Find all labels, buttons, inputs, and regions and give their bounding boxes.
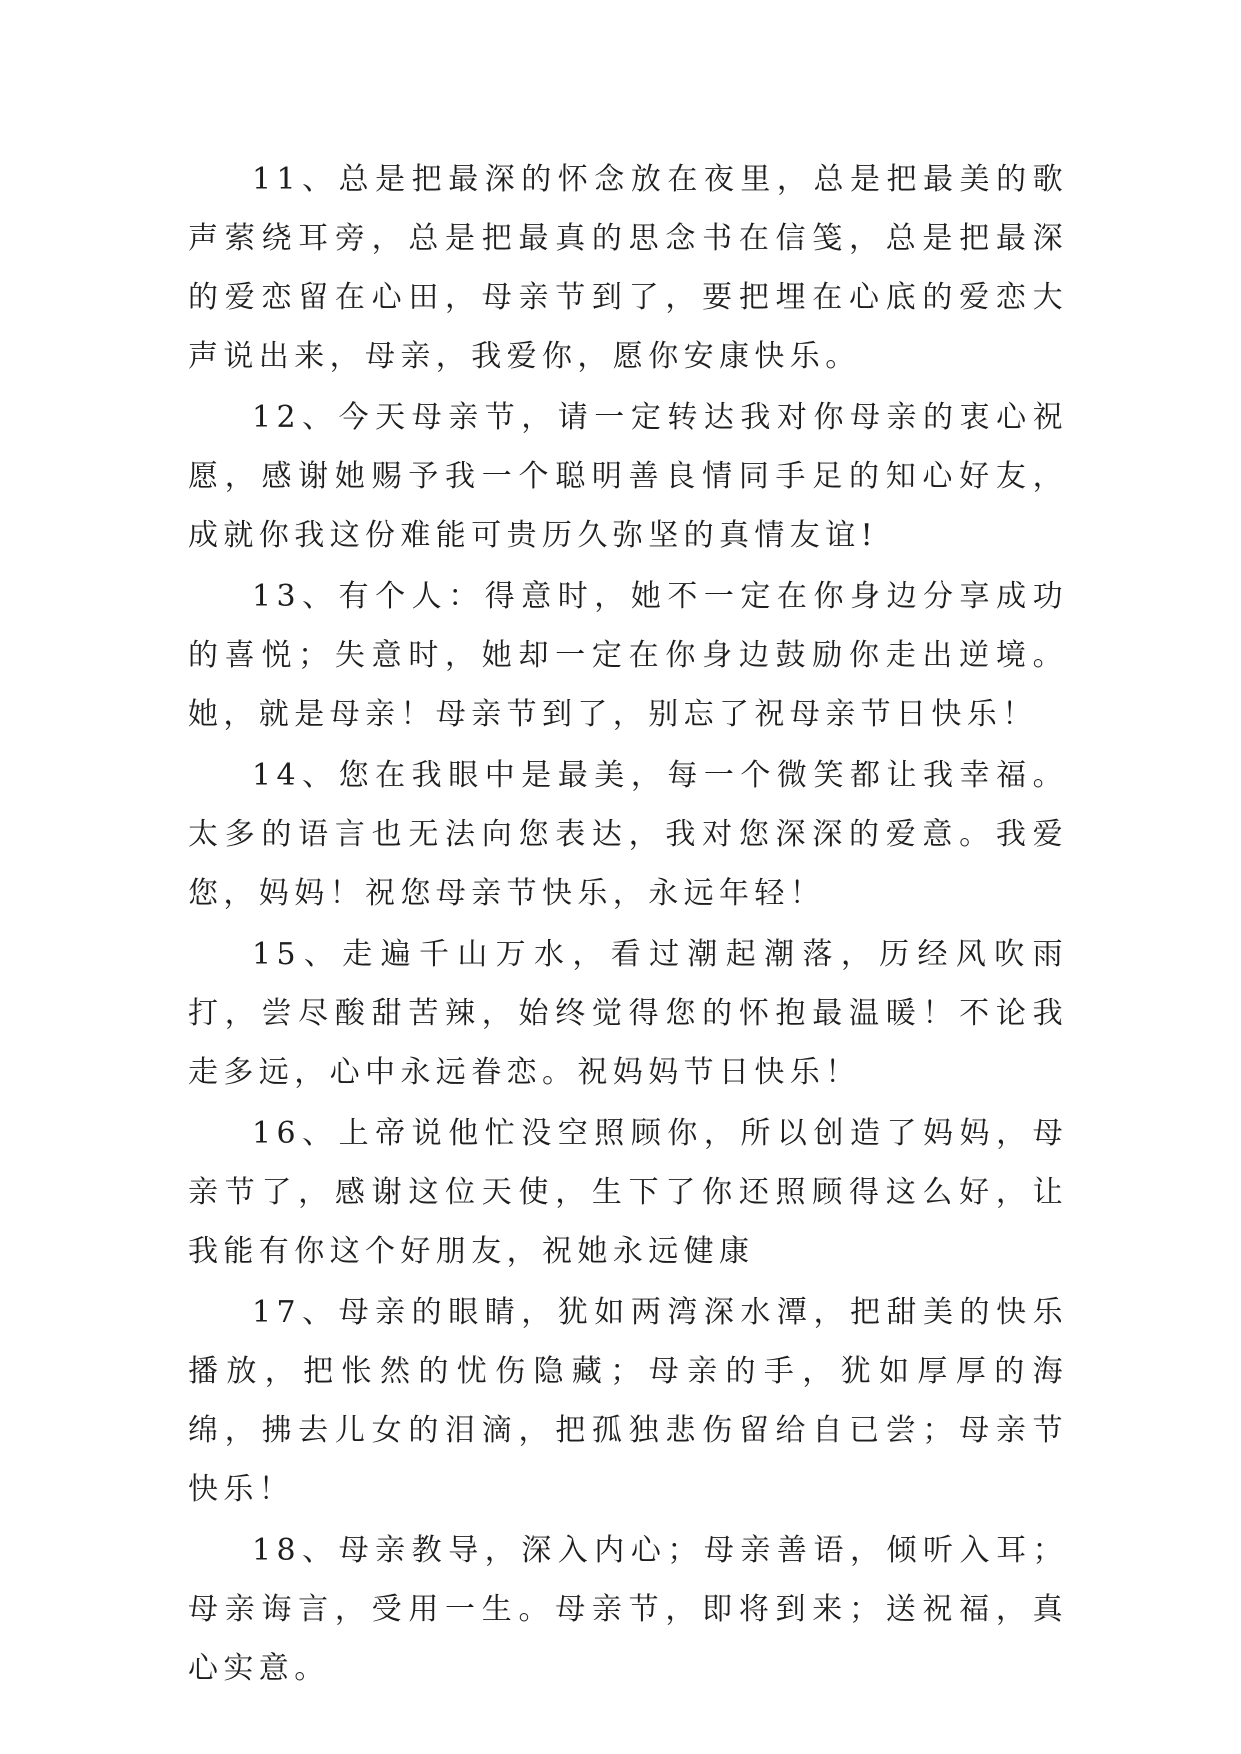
document-body — [188, 150, 1068, 1700]
paragraph-18: 18、母亲教导，深入内心；母亲善语，倾听入耳；母亲诲言，受用一生。母亲节，即将到来；送祝福，真心实意。 — [188, 1533, 1068, 1686]
paragraph-15: 15、走遍千山万水，看过潮起潮落，历经风吹雨打，尝尽酸甜苦辣，始终觉得您的怀抱最温暖！不论我走多远，心中永远眷恋。祝妈妈节日快乐！ — [188, 937, 1068, 1090]
paragraph-11: 11、总是把最深的怀念放在夜里，总是把最美的歌声萦绕耳旁，总是把最真的思念书在信笺，总是把最深的爱恋留在心田，母亲节到了，要把埋在心底的爱恋大声说出来，母亲，我爱你，愿你安康快乐。 — [188, 162, 1068, 374]
paragraph-13: 13、有个人：得意时，她不一定在你身边分享成功的喜悦；失意时，她却一定在你身边鼓励你走出逆境。她，就是母亲！母亲节到了，别忘了祝母亲节日快乐！ — [188, 579, 1068, 732]
paragraph-16: 16、上帝说他忙没空照顾你，所以创造了妈妈，母亲节了，感谢这位天使，生下了你还照顾得这么好，让我能有你这个好朋友，祝她永远健康 — [188, 1116, 1068, 1269]
paragraph-14: 14、您在我眼中是最美，每一个微笑都让我幸福。太多的语言也无法向您表达，我对您深深的爱意。我爱您，妈妈！祝您母亲节快乐，永远年轻！ — [188, 758, 1068, 911]
paragraph-12: 12、今天母亲节，请一定转达我对你母亲的衷心祝愿，感谢她赐予我一个聪明善良情同手足的知心好友，成就你我这份难能可贵历久弥坚的真情友谊! — [188, 400, 1068, 553]
paragraph-17: 17、母亲的眼睛，犹如两湾深水潭，把甜美的快乐播放，把怅然的忧伤隐藏；母亲的手，犹如厚厚的海绵，拂去儿女的泪滴，把孤独悲伤留给自已尝；母亲节快乐！ — [188, 1295, 1068, 1507]
